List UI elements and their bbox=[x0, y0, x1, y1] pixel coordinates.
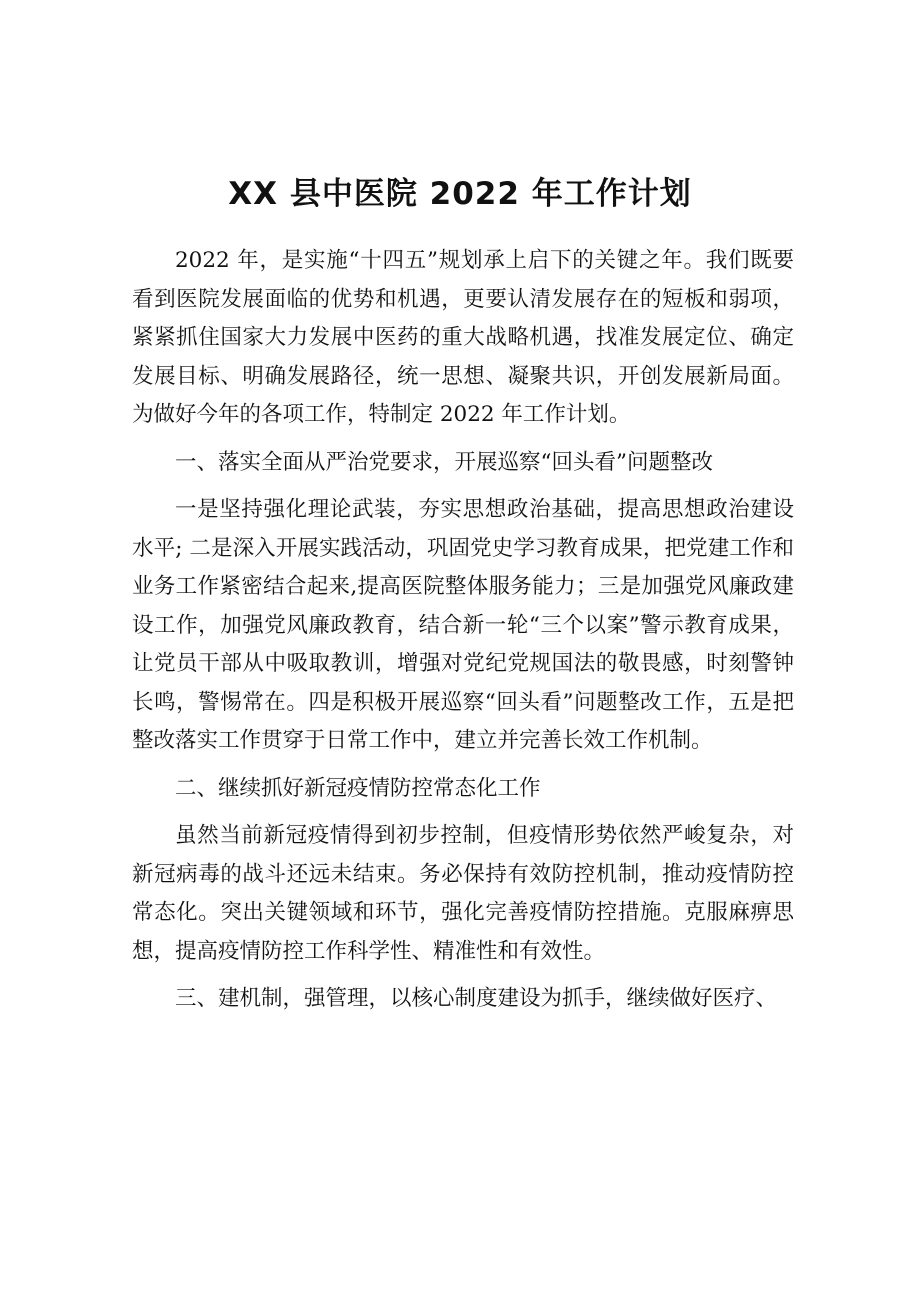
document-title: XX 县中医院 2022 年工作计划 bbox=[228, 176, 692, 212]
section-heading-2: 二、继续抓好新冠疫情防控常态化工作 bbox=[175, 775, 541, 801]
intro-paragraph: 2022 年，是实施“十四五”规划承上启下的关键之年。我们既要看到医院发展面临的优势和机遇，更要认清发展存在的短板和弱项，紧紧抓住国家大力发展中医药的重大战略机遇，找准发展定位、确定发展目标、明确发展路径，统一思想、凝聚共识，开创发展新局面。为做好今年的各项工作，特制定 2022 年工作计划。 bbox=[132, 248, 794, 427]
section-heading-3: 三、建机制，强管理，以核心制度建设为抓手，继续做好医疗、 bbox=[175, 986, 778, 1011]
section-1-paragraph: 一是坚持强化理论武装，夯实思想政治基础，提高思想政治建设水平; 二是深入开展实践活动，巩固党史学习教育成果，把党建工作和业务工作紧密结合起来,提高医院整体服务能力；三是加强党风廉政建设工作，加强党风廉政教育，结合新一轮“三个以案”警示教育成果，让党员干部从中吸取教训，增强对党纪党规国法的敬畏感，时刻警钟长鸣，警惕常在。四是积极开展巡察“回头看”问题整改工作，五是把整改落实工作贯穿于日常工作中，建立并完善长效工作机制。 bbox=[132, 497, 794, 753]
section-2-paragraph: 虽然当前新冠疫情得到初步控制，但疫情形势依然严峻复杂，对新冠病毒的战斗还远未结束。务必保持有效防控机制，推动疫情防控常态化。突出关键领域和环节，强化完善疫情防控措施。克服麻痹思想，提高疫情防控工作科学性、精准性和有效性。 bbox=[132, 823, 794, 964]
document-body bbox=[132, 242, 794, 1028]
section-heading-1: 一、落实全面从严治党要求，开展巡察“回头看”问题整改 bbox=[175, 449, 713, 475]
